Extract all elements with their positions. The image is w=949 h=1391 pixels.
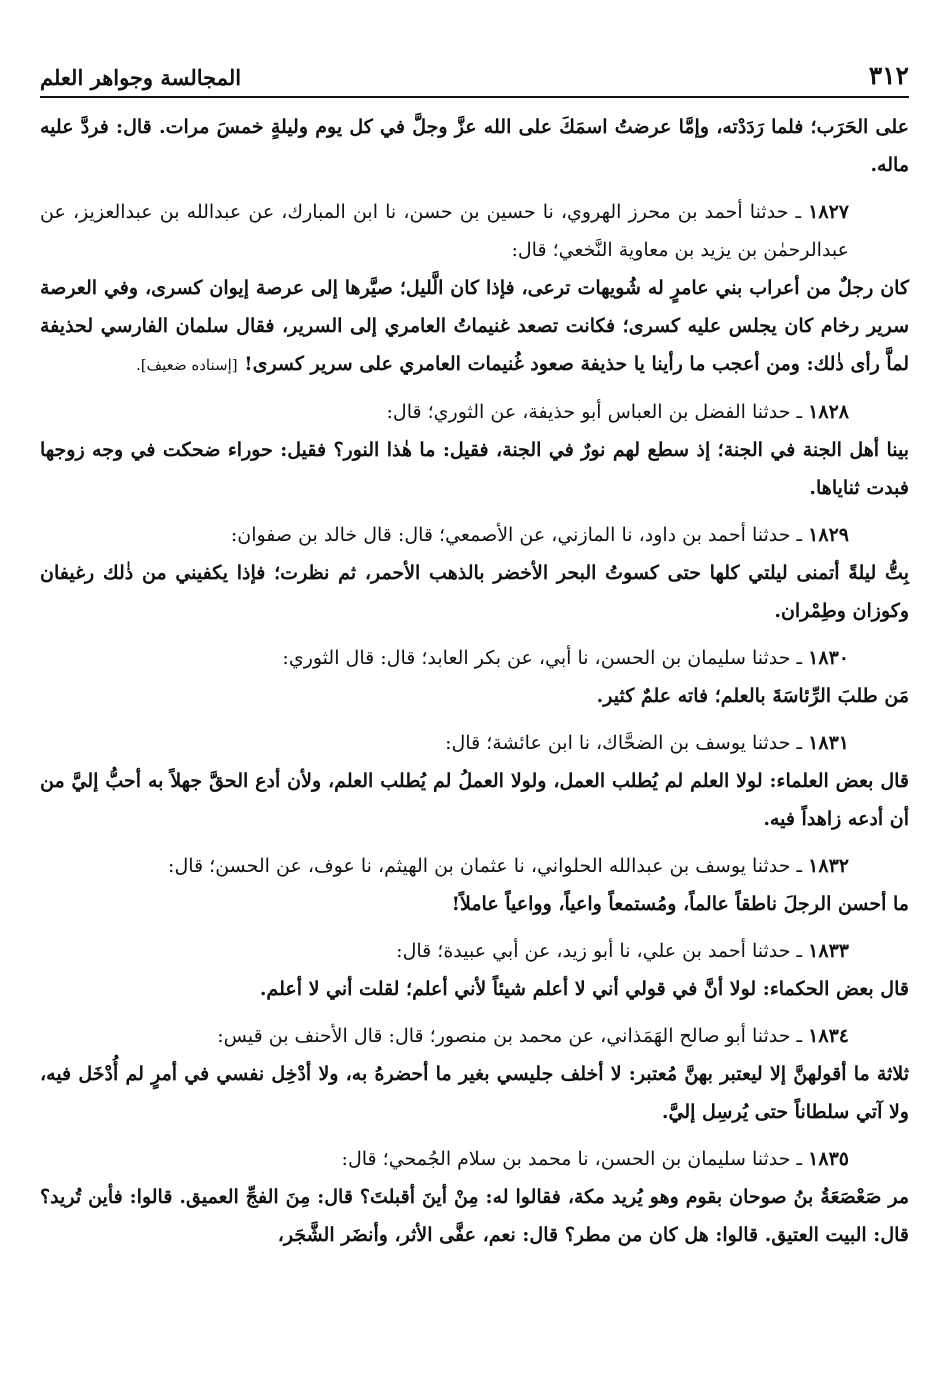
matn-text bbox=[40, 1055, 909, 1131]
matn-text bbox=[40, 762, 909, 838]
isnad-line bbox=[40, 1140, 909, 1178]
isnad-line bbox=[40, 193, 909, 269]
hadith-number: ١٨٣٤ bbox=[808, 1025, 849, 1047]
isnad-text: ـ حدثنا الفضل بن العباس أبو حذيفة، عن الثوري؛ قال: bbox=[386, 401, 803, 423]
matn-text bbox=[40, 970, 909, 1008]
isnad-line bbox=[40, 1017, 909, 1055]
isnad-line bbox=[40, 847, 909, 885]
continuation-text: على الحَرَب؛ فلما رَدَدْته، وإمَّا عرضتُ اسمَكَ على الله عزَّ وجلَّ في كل يوم وليلةٍ خمسَ مرات. قال: فردَّ عليه ماله. bbox=[40, 116, 909, 176]
isnad-text: ـ حدثنا أحمد بن علي، نا أبو زيد، عن أبي عبيدة؛ قال: bbox=[396, 940, 803, 962]
hadith-entry bbox=[40, 1140, 909, 1254]
matn-body: مَن طلبَ الرِّئاسَةَ بالعلم؛ فاته علمٌ كثير. bbox=[596, 685, 909, 707]
entries-list bbox=[40, 193, 909, 1254]
isnad-text: ـ حدثنا يوسف بن عبدالله الحلواني، نا عثمان بن الهيثم، نا عوف، عن الحسن؛ قال: bbox=[168, 855, 803, 877]
hadith-number: ١٨٢٧ bbox=[808, 201, 849, 223]
hadith-entry bbox=[40, 516, 909, 630]
hadith-number: ١٨٣٣ bbox=[808, 940, 849, 962]
matn-text bbox=[40, 1178, 909, 1254]
page-content bbox=[40, 108, 909, 1254]
isnad-text: ـ حدثنا أحمد بن محرز الهروي، نا حسين بن حسن، نا ابن المبارك، عن عبدالله بن عبدالعزيز، عن عبدالرحمٰن بن يزيد بن معاوية النَّخعي؛ قال: bbox=[40, 201, 849, 261]
page-header bbox=[40, 52, 909, 90]
matn-body: بِتُّ ليلةً أتمنى ليلتي كلها حتى كسوتُ البحر الأخضر بالذهب الأحمر، ثم نظرت؛ فإذا يكفيني من ذٰلك رغيفان وكوزان وطِمْران. bbox=[40, 562, 909, 622]
hadith-entry bbox=[40, 1017, 909, 1131]
matn-body: بينا أهل الجنة في الجنة؛ إذ سطع لهم نورٌ في الجنة، فقيل: ما هٰذا النور؟ فقيل: حوراء ضحكت في وجه زوجها فبدت ثناياها. bbox=[40, 439, 909, 499]
matn-text bbox=[40, 677, 909, 715]
matn-text bbox=[40, 269, 909, 384]
hadith-number: ١٨٣٠ bbox=[808, 647, 849, 669]
isnad-line bbox=[40, 639, 909, 677]
isnad-text: ـ حدثنا سليمان بن الحسن، نا أبي، عن بكر العابد؛ قال: قال الثوري: bbox=[282, 647, 803, 669]
hadith-entry bbox=[40, 393, 909, 507]
hadith-number: ١٨٢٩ bbox=[808, 524, 849, 546]
isnad-text: ـ حدثنا سليمان بن الحسن، نا محمد بن سلام الجُمحي؛ قال: bbox=[341, 1148, 803, 1170]
isnad-text: ـ حدثنا يوسف بن الضحَّاك، نا ابن عائشة؛ قال: bbox=[445, 732, 803, 754]
hadith-entry bbox=[40, 724, 909, 838]
isnad-line bbox=[40, 932, 909, 970]
matn-body: كان رجلٌ من أعراب بني عامرٍ له شُويهات ترعى، فإذا كان الَّليل؛ صيَّرها إلى عرصة إيوان كسرى، وفي العرصة سرير رخام كان يجلس عليه كسرى؛ فكانت تصعد غنيماتُ العامري إلى السرير، فقال سلمان الفارسي لحذيفة لماَّ رأى ذٰلك: ومن أعجب ما رأينا يا حذيفة صعود غُنيمات العامري على سرير كسرى! bbox=[40, 277, 909, 375]
matn-body: مر صَعْصَعَةُ بنُ صوحان بقوم وهو يُريد مكة، فقالوا له: مِنْ أينَ أقبلتَ؟ قال: مِنَ الفجِّ العميق. قالوا: فأين تُريد؟ قال: البيت العتيق. قالوا: هل كان من مطر؟ قال: نعم، عفَّى الأثر، وأنضَر الشَّجَر، bbox=[40, 1186, 909, 1246]
isnad-text: ـ حدثنا أبو صالح الهَمَذاني، عن محمد بن منصور؛ قال: قال الأحنف بن قيس: bbox=[217, 1025, 803, 1047]
matn-text bbox=[40, 885, 909, 923]
isnad-grade: [إسناده ضعيف]. bbox=[135, 356, 238, 374]
hadith-number: ١٨٢٨ bbox=[808, 401, 849, 423]
hadith-entry bbox=[40, 193, 909, 384]
hadith-number: ١٨٣٢ bbox=[808, 855, 849, 877]
hadith-number: ١٨٣١ bbox=[808, 732, 849, 754]
page-number: ٣١٢ bbox=[868, 61, 909, 90]
matn-body: ما أحسن الرجلَ ناطقاً عالماً، ومُستمعاً واعياً، وواعياً عاملاً! bbox=[451, 893, 909, 915]
book-title: المجالسة وجواهر العلم bbox=[40, 65, 242, 90]
isnad-line bbox=[40, 393, 909, 431]
matn-body: قال بعض الحكماء: لولا أنَّ في قولي أني لا أعلم شيئاً لأني أعلم؛ لقلت أني لا أعلم. bbox=[259, 978, 909, 1000]
matn-body: ثلاثة ما أقولهنَّ إلا ليعتبر بهنَّ مُعتبر: لا أخلف جليسي بغير ما أحضرهُ به، ولا أدْخِل نفسي في أمرٍ لم أُدْخَل فيه، ولا آتي سلطاناً حتى يُرسِل إليَّ. bbox=[40, 1063, 909, 1123]
header-rule bbox=[40, 96, 909, 98]
matn-text bbox=[40, 554, 909, 630]
isnad-line bbox=[40, 516, 909, 554]
isnad-line bbox=[40, 724, 909, 762]
hadith-entry bbox=[40, 847, 909, 923]
isnad-text: ـ حدثنا أحمد بن داود، نا المازني، عن الأصمعي؛ قال: قال خالد بن صفوان: bbox=[230, 524, 803, 546]
hadith-entry bbox=[40, 639, 909, 715]
matn-body: قال بعض العلماء: لولا العلم لم يُطلب العمل، ولولا العملُ لم يُطلب العلم، ولأن أدع الحقَّ جهلاً به أحبُّ إليَّ من أن أدعه زاهداً فيه. bbox=[40, 770, 909, 830]
hadith-number: ١٨٣٥ bbox=[808, 1148, 849, 1170]
matn-text bbox=[40, 431, 909, 507]
hadith-entry bbox=[40, 932, 909, 1008]
